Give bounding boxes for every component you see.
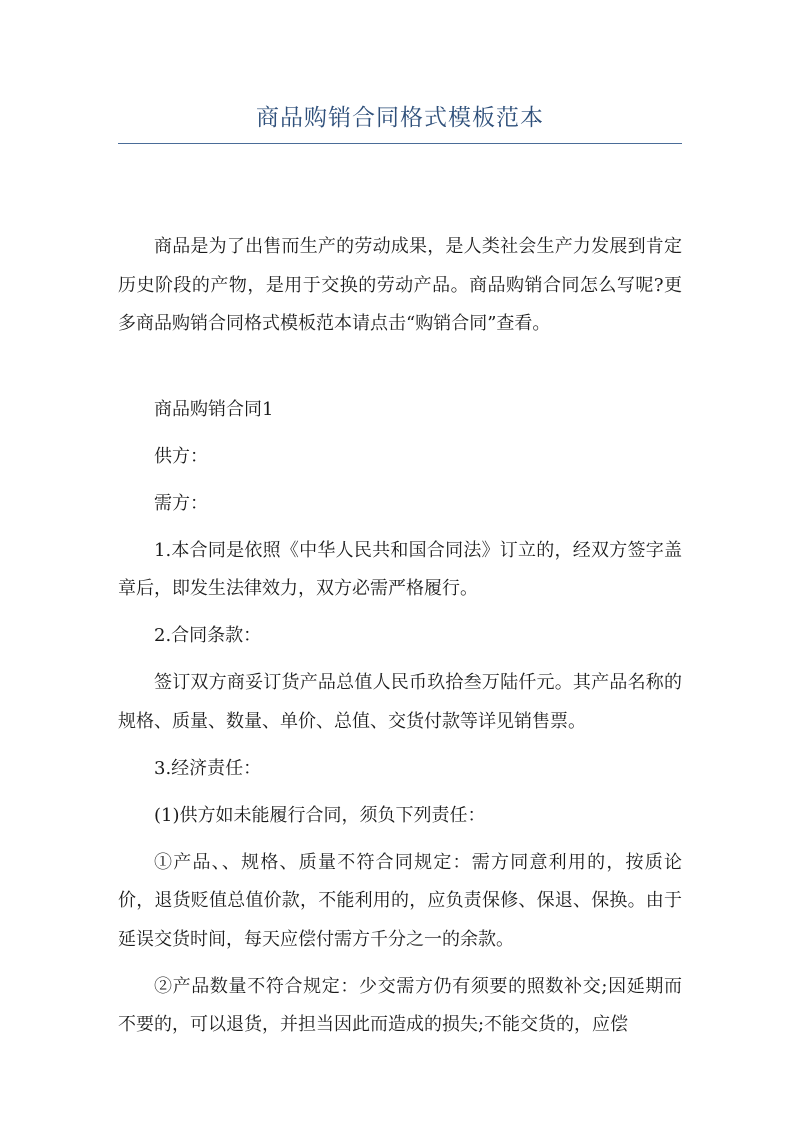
clause-2-heading: 2.合同条款： — [154, 625, 262, 646]
intro-paragraph: 商品是为了出售而生产的劳动成果，是人类社会生产力发展到肯定历史阶段的产物，是用于交换的劳动产品。商品购销合同怎么写呢?更多商品购销合同格式模板范本请点击“购销合同”查看。 — [118, 236, 682, 334]
supplier-field: 供方： — [154, 445, 208, 467]
buyer-field: 需方： — [154, 492, 208, 514]
clause-1: 1.本合同是依照《中华人民共和国合同法》订立的，经双方签字盖章后，即发生法律效力，双方必需严格履行。 — [118, 539, 682, 599]
title-divider — [118, 143, 682, 144]
clause-3-1: (1)供方如未能履行合同，须负下列责任： — [154, 804, 486, 826]
document-body — [118, 228, 682, 1053]
document-title: 商品购销合同格式模板范本 — [256, 105, 544, 131]
clause-2-text: 签订双方商妥订货产品总值人民币玖拾叁万陆仟元。其产品名称的规格、质量、数量、单价、总值、交货付款等详见销售票。 — [118, 672, 682, 732]
contract-heading: 商品购销合同1 — [154, 398, 274, 420]
clause-3-1-b: ②产品数量不符合规定：少交需方仍有须要的照数补交;因延期而不要的，可以退货，并担当因此而造成的损失;不能交货的，应偿 — [118, 975, 682, 1035]
clause-3-heading: 3.经济责任： — [154, 757, 262, 779]
clause-3-1-a: ①产品、、规格、质量不符合同规定：需方同意利用的，按质论价，退货贬值总值价款，不能利用的，应负责保修、保退、保换。由于延误交货时间，每天应偿付需方千分之一的余款。 — [118, 851, 682, 950]
